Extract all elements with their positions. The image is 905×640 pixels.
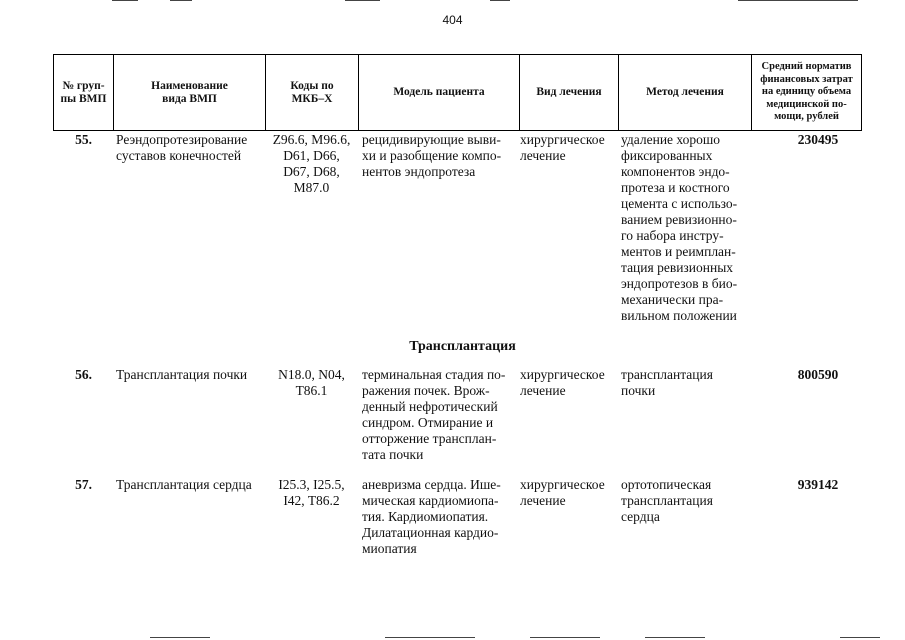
- header-icd-codes: Коды по МКБ–X: [266, 55, 359, 131]
- bottom-rule: [840, 637, 880, 638]
- treatment-type: хирургическое лечение: [520, 477, 605, 508]
- vmp-name: Трансплантация сердца: [116, 477, 252, 492]
- vmp-name: Трансплантация почки: [116, 367, 248, 382]
- bottom-rule: [530, 637, 600, 638]
- header-cost-standard: Средний норматив финансовых затрат на единицу объема медицинской по- мощи, рублей: [752, 55, 862, 131]
- header-table: [53, 54, 862, 131]
- header-group-number: № груп- пы ВМП: [54, 55, 114, 131]
- top-rule: [738, 0, 858, 1]
- treatment-method: удаление хорошо фиксированных компонентов эндо- протеза и костного цемента с использо- ванием ревизионно- го набора инстру- ментов и реимплан- тация ревизионных эндопротезов в био- механически пра- вильном положении: [621, 132, 738, 323]
- top-rule: [112, 0, 138, 1]
- cost-value: 939142: [797, 477, 839, 492]
- icd-codes: Z96.6, M96.6, D61, D66, D67, D68, M87.0: [272, 132, 351, 195]
- group-number: 57.: [75, 477, 92, 492]
- header-vmp-name: Наименование вида ВМП: [114, 55, 266, 131]
- patient-model: аневризма сердца. Ише- мическая кардиомиопа- тия. Кардиомиопатия. Дилатационная кардио- миопатия: [362, 477, 501, 556]
- bottom-rule: [385, 637, 475, 638]
- patient-model: терминальная стадия по- ражения почек. Врож- денный нефротический синдром. Отмирание и отторжение трансплан- тата почки: [362, 367, 506, 462]
- header-treatment-type: Вид лечения: [520, 55, 619, 131]
- treatment-type: хирургическое лечение: [520, 367, 605, 398]
- group-number: 56.: [75, 367, 92, 382]
- treatment-type: хирургическое лечение: [520, 132, 605, 163]
- top-rule: [345, 0, 380, 1]
- section-heading: Трансплантация: [409, 339, 516, 354]
- treatment-method: трансплантация почки: [621, 367, 713, 398]
- vmp-name: Реэндопротезирование суставов конечностей: [116, 132, 248, 163]
- top-rule: [170, 0, 192, 1]
- treatment-method: ортотопическая трансплантация сердца: [621, 477, 713, 524]
- icd-codes: N18.0, N04, T86.1: [278, 367, 345, 398]
- group-number: 55.: [75, 132, 92, 147]
- page-number: 404: [442, 13, 463, 27]
- header-treatment-method: Метод лечения: [619, 55, 752, 131]
- top-rule: [490, 0, 510, 1]
- bottom-rule: [150, 637, 210, 638]
- cost-value: 230495: [797, 132, 839, 147]
- patient-model: рецидивирующие выви- хи и разобщение компо- нентов эндопротеза: [362, 132, 502, 179]
- header-patient-model: Модель пациента: [359, 55, 520, 131]
- icd-codes: I25.3, I25.5, I42, T86.2: [278, 477, 345, 508]
- bottom-rule: [645, 637, 705, 638]
- cost-value: 800590: [797, 367, 839, 382]
